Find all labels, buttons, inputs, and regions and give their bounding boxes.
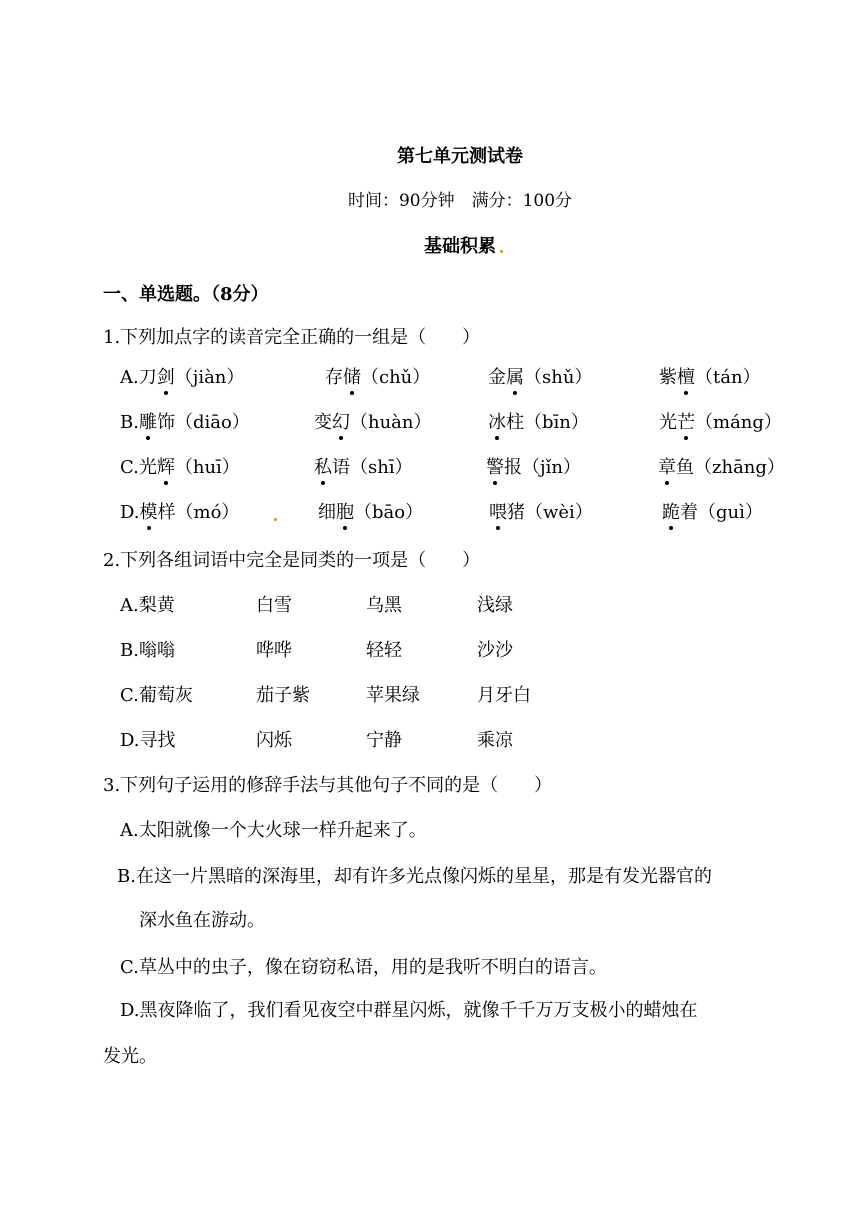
q2-option-b[interactable]: B.嗡嗡: [120, 640, 175, 661]
emphasized-char: 芒: [677, 412, 695, 433]
q2-option-d[interactable]: D.寻找: [120, 730, 176, 751]
emphasized-char: 辉: [156, 457, 175, 478]
q1-option-c[interactable]: C.光辉（huī）: [120, 457, 240, 478]
q1-d-item-3: 喂猪（wèi）: [489, 502, 593, 523]
q1-d-item-2: 细胞（bāo）: [318, 502, 424, 523]
q3-option-d[interactable]: D.黑夜降临了，我们看见夜空中群星闪烁，就像千千万万支极小的蜡烛在: [120, 1000, 698, 1021]
section-title: 基础积累: [424, 236, 496, 257]
emphasized-char: 跪: [662, 502, 680, 523]
q2-word: 闪烁: [256, 730, 292, 751]
q2-word: 苹果绿: [366, 685, 420, 706]
emphasized-char: 喂: [489, 502, 507, 523]
emphasized-char: 私: [314, 457, 332, 478]
option-label: B.: [120, 640, 139, 661]
option-label: A.: [120, 367, 139, 388]
q2-word: 浅绿: [477, 595, 513, 616]
q2-word: 轻轻: [366, 640, 402, 661]
q2-word: 月牙白: [477, 685, 531, 706]
q2-word: 乌黑: [366, 595, 402, 616]
option-label: D.: [120, 502, 140, 523]
option-label: C.: [120, 457, 139, 478]
option-label: C.: [120, 685, 139, 706]
question-3-stem: 3.下列句子运用的修辞手法与其他句子不同的是（ ）: [103, 775, 553, 796]
q2-word: 茄子紫: [256, 685, 310, 706]
q2-word: 宁静: [366, 730, 402, 751]
q1-c-item-2: 私语（shī）: [314, 457, 413, 478]
part-heading: 一、单选题。（8分）: [103, 284, 269, 305]
q3-option-b[interactable]: B.在这一片黑暗的深海里，却有许多光点像闪烁的星星，那是有发光器官的: [117, 866, 712, 887]
q1-a-item-2: 存储（chǔ）: [325, 367, 431, 388]
emphasized-char: 胞: [336, 502, 354, 523]
emphasized-char: 储: [343, 367, 361, 388]
q1-b-item-2: 变幻（huàn）: [314, 412, 432, 433]
q1-option-d[interactable]: D.模样（mó）: [120, 502, 240, 523]
emphasized-char: 属: [506, 367, 524, 388]
stray-mark: [274, 518, 277, 521]
q2-word: 乘凉: [477, 730, 513, 751]
q1-c-item-3: 警报（jǐn）: [486, 457, 581, 478]
q1-c-item-4: 章鱼（zhāng）: [658, 457, 785, 478]
page-title: 第七单元测试卷: [397, 146, 523, 167]
q1-b-item-4: 光芒（máng）: [659, 412, 782, 433]
q1-d-item-4: 跪着（guì）: [662, 502, 763, 523]
emphasized-char: 章: [658, 457, 676, 478]
emphasized-char: 雕: [138, 412, 157, 433]
q2-word: 哗哗: [256, 640, 292, 661]
emphasized-char: 幻: [332, 412, 350, 433]
exam-meta: 时间：90分钟 满分：100分: [347, 191, 573, 211]
emphasized-char: 警: [486, 457, 504, 478]
q1-option-a[interactable]: A.刀剑（jiàn）: [120, 367, 245, 388]
emphasized-char: 模: [139, 502, 158, 523]
q1-a-item-3: 金属（shǔ）: [488, 367, 593, 388]
stray-mark: [500, 250, 503, 253]
q1-option-b[interactable]: B.雕饰（diāo）: [120, 412, 250, 433]
emphasized-char: 冰: [488, 412, 506, 433]
question-2-stem: 2.下列各组词语中完全是同类的一项是（ ）: [103, 550, 481, 571]
option-label: A.: [120, 595, 139, 616]
q3-option-b-continued: 深水鱼在游动。: [139, 910, 265, 931]
option-label: D.: [120, 730, 140, 751]
q3-option-d-continued: 发光。: [103, 1046, 157, 1067]
option-label: B.: [120, 412, 139, 433]
q1-b-item-3: 冰柱（bīn）: [488, 412, 589, 433]
question-1-stem: 1.下列加点字的读音完全正确的一组是（ ）: [103, 327, 481, 348]
q2-word: 沙沙: [477, 640, 513, 661]
q2-option-c[interactable]: C.葡萄灰: [120, 685, 193, 706]
q3-option-a[interactable]: A.太阳就像一个大火球一样升起来了。: [120, 820, 427, 841]
emphasized-char: 剑: [156, 367, 175, 388]
q2-option-a[interactable]: A.梨黄: [120, 595, 175, 616]
q1-a-item-4: 紫檀（tán）: [659, 367, 761, 388]
q2-word: 白雪: [256, 595, 292, 616]
q3-option-c[interactable]: C.草丛中的虫子，像在窃窃私语，用的是我听不明白的语言。: [120, 957, 607, 978]
emphasized-char: 檀: [677, 367, 695, 388]
